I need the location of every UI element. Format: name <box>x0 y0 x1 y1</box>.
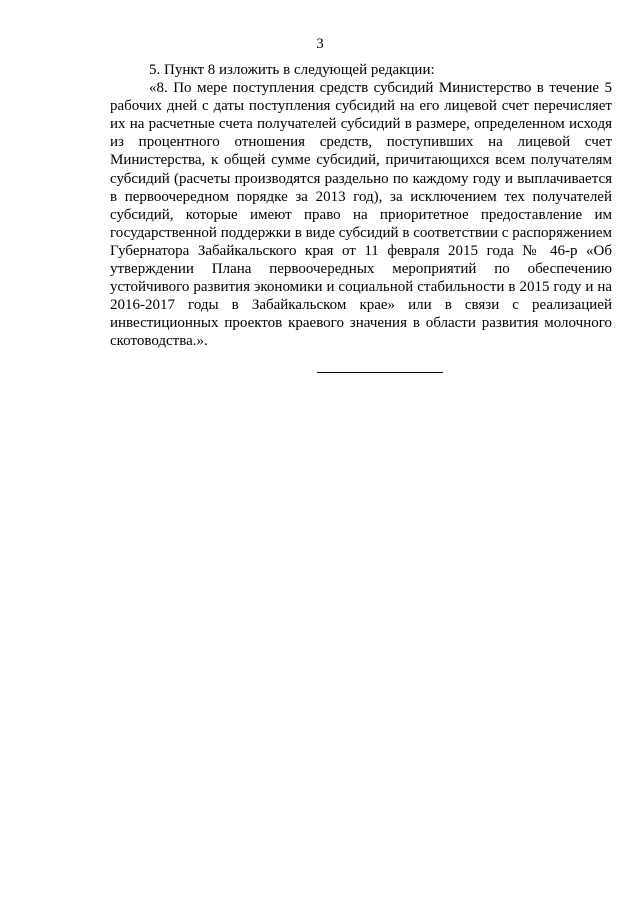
paragraph-clause-8: «8. По мере поступления средств субсидий Министерство в течение 5 рабочих дней с даты поступления субсидий на его лицевой счет перечисляет их на расчетные счета получателей субсидий в размере, определенном исходя из процентного отношения средств, поступивших на лицевой счет Министерства, к общей сумме субсидий, причитающихся всем получателям субсидий (расчеты производятся раздельно по каждому году и выплачивается в первоочередном порядке за 2013 год), за исключением тех получателей субсидий, которые имеют право на приоритетное предоставление им государственной поддержки в виде субсидий в соответствии с распоряжением Губернатора Забайкальского края от 11 февраля 2015 года № 46-р «Об утверждении Плана первоочередных мероприятий по обеспечению устойчивого развития экономики и социальной стабильности в 2015 году и на 2016-2017 годы в Забайкальском крае» или в связи с реализацией инвестиционных проектов краевого значения в области развития молочного скотоводства.». <box>110 80 612 350</box>
end-divider <box>317 372 443 373</box>
document-body <box>110 61 612 351</box>
page-number: 3 <box>316 36 324 52</box>
paragraph-amendment-intro: 5. Пункт 8 изложить в следующей редакции: <box>149 62 435 78</box>
